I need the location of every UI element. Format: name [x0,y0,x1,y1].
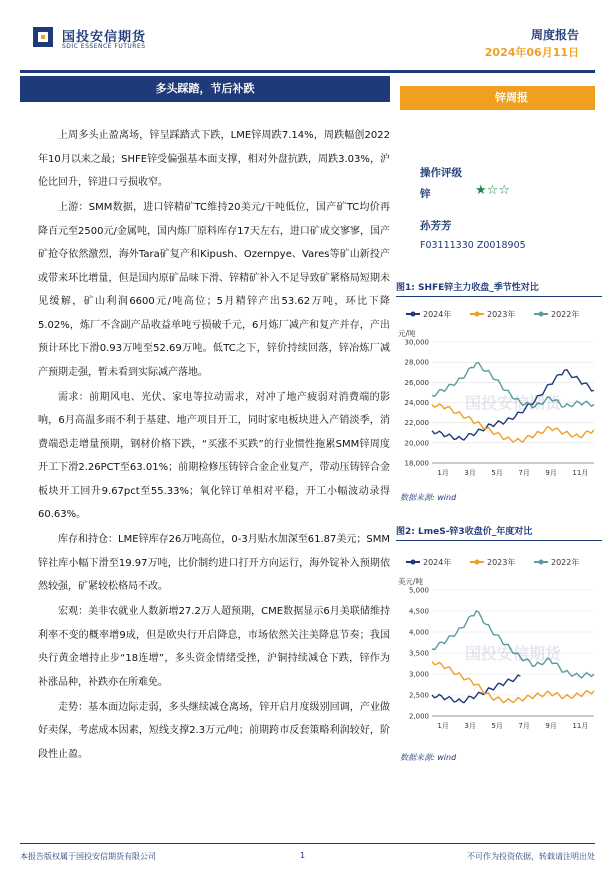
paragraph: 库存和持仓：LME锌库存26万吨高位，0-3月贴水加深至61.87美元；SMM锌社库小幅下滑至19.97万吨，比价制约进口打开方向运行，海外锭补入预期依然较强，矿紧较松格局不改。 [38,534,390,592]
y-tick-label: 2,500 [408,691,429,700]
header-divider [20,70,595,73]
star-filled-icon: ★ [475,183,487,198]
analyst-name: 孙芳芳 [420,220,452,232]
legend-marker [539,560,544,565]
analyst-ids: F03111330 Z0018905 [420,240,526,251]
y-tick-label: 4,000 [408,628,429,637]
x-tick-label: 11月 [572,722,589,730]
y-tick-label: 3,000 [408,670,429,679]
page-number: 1 [300,851,306,860]
report-tag: 锌周报 [400,86,595,110]
y-tick-label: 22,000 [404,419,429,428]
y-tick-label: 30,000 [404,338,429,347]
x-tick-label: 1月 [437,469,449,477]
x-tick-label: 3月 [464,469,476,477]
legend-label: 2023年 [487,558,516,567]
series-line [432,675,520,703]
chart1 [396,300,602,485]
company-name-cn: 国投安信期货 [62,30,147,45]
chart1-source: 数据来源: wind [400,493,457,502]
footer-disclaimer: 不可作为投资依据，转载请注明出处 [467,852,595,861]
y-axis-unit: 元/吨 [398,329,416,338]
legend-label: 2022年 [551,310,580,319]
legend-marker [539,312,544,317]
y-tick-label: 18,000 [404,459,429,468]
report-body [38,124,390,768]
legend-marker [475,312,480,317]
legend-label: 2023年 [487,310,516,319]
company-logo-icon [32,26,54,48]
y-tick-label: 28,000 [404,358,429,367]
rating-heading: 操作评级 [420,167,462,179]
x-tick-label: 7月 [518,722,530,730]
x-tick-label: 3月 [464,722,476,730]
report-title: 多头踩踏，节后补跌 [20,76,390,102]
paragraph: 上周多头止盈离场，锌呈踩踏式下跌，LME锌周跌7.14%，周跌幅创2022年10月以来之最；SHFE锌受偏强基本面支撑，相对外盘抗跌，周跌3.03%，沪伦比回升，锌进口亏损收窄。 [38,130,390,188]
x-tick-label: 9月 [545,722,557,730]
watermark: 国投安信期货 [464,393,562,413]
y-tick-label: 2,000 [408,712,429,721]
chart2-title: 图2: LmeS-锌3收盘价_年度对比 [396,524,602,541]
rating-stars [475,183,510,198]
footer-divider [20,843,595,844]
star-empty-icon: ☆ [486,183,499,198]
chart1-title: 图1: SHFE锌主力收盘_季节性对比 [396,280,602,297]
y-tick-label: 3,500 [408,649,429,658]
report-type: 周度报告 [530,28,579,42]
y-axis-unit: 美元/吨 [398,577,424,586]
watermark: 国投安信期货 [464,644,562,663]
paragraph: 宏观：美非农就业人数新增27.2万人超预期，CME数据显示6月美联储维持利率不变的概率增9成，但是欧央行开启降息，市场依然关注美降息节奏；我国央行黄金增持止步“18连增”，多头资金情绪受挫，沪铜持续减仓下跌，锌作为补涨品种，补跌亦在所难免。 [38,606,390,688]
legend-label: 2022年 [551,558,580,567]
rating-item-label: 锌 [420,188,431,200]
legend-label: 2024年 [423,558,452,567]
x-tick-label: 7月 [518,469,530,477]
legend-marker [475,560,480,565]
y-tick-label: 26,000 [404,378,429,387]
legend-label: 2024年 [423,310,452,319]
footer-copyright: 本报告版权属于国投安信期货有限公司 [20,852,156,861]
y-tick-label: 4,500 [408,607,429,616]
company-name-en: SDIC ESSENCE FUTURES [62,43,146,50]
paragraph: 需求：前期风电、光伏、家电等拉动需求，对冲了地产疲弱对消费端的影响，6月高温多雨不利于基建、地产项目开工，同时家电板块进入产销淡季，消费端恐走增量预期，钢材价格下跌，“买涨不买跌”的行业惯性拖累SMM锌周度开工下滑2.26PCT至63.01%；前期检修压铸锌合金企业复产，带动压铸锌合金板块开工回升9.67pct至55.33%；氧化锌订单相对平稳，开工小幅波动录得60.63%。 [38,391,390,520]
x-tick-label: 9月 [545,469,557,477]
x-tick-label: 5月 [491,469,503,477]
y-tick-label: 5,000 [408,586,429,595]
chart2 [396,548,602,738]
star-empty-icon: ☆ [498,183,510,198]
x-tick-label: 1月 [437,722,449,730]
paragraph: 走势：基本面边际走弱，多头继续减仓离场，锌开启月度级别回调，产业做好卖保，考虑成本因素，短线支撑2.3万元/吨；前期跨市反套策略利润较好，阶段性止盈。 [38,701,390,760]
report-date: 2024年06月11日 [484,46,579,59]
x-tick-label: 11月 [572,469,589,477]
y-tick-label: 20,000 [404,439,429,448]
y-tick-label: 24,000 [404,399,429,407]
paragraph: 上游：SMM数据，进口锌精矿TC维持20美元/干吨低位，国产矿TC均价再降百元至2500元/金属吨，国内炼厂原料库存17天左右，进口矿成交寥寥，国产矿抢夺依然激烈，海外Tara矿复产和Kipush、Ozernpye、Vares等矿山新投产或带来环比增量，但是国内原矿品味下滑、锌精矿补入不足导致矿紧格局短期未见缓解，矿山利润6600元/吨高位；5月精锌产出53.62万吨，环比下降5.02%，炼厂不含副产品收益单吨亏损破千元，6月炼厂减产和复产并存，产出预计环比下滑0.93万吨至52.69万吨。低TC之下，锌价持续回落，锌冶炼厂减产预期走强，暂未看到实际减产落地。 [38,202,390,378]
chart2-source: 数据来源: wind [400,753,457,762]
legend-marker [411,312,416,317]
x-tick-label: 5月 [491,722,503,730]
legend-marker [411,560,416,565]
